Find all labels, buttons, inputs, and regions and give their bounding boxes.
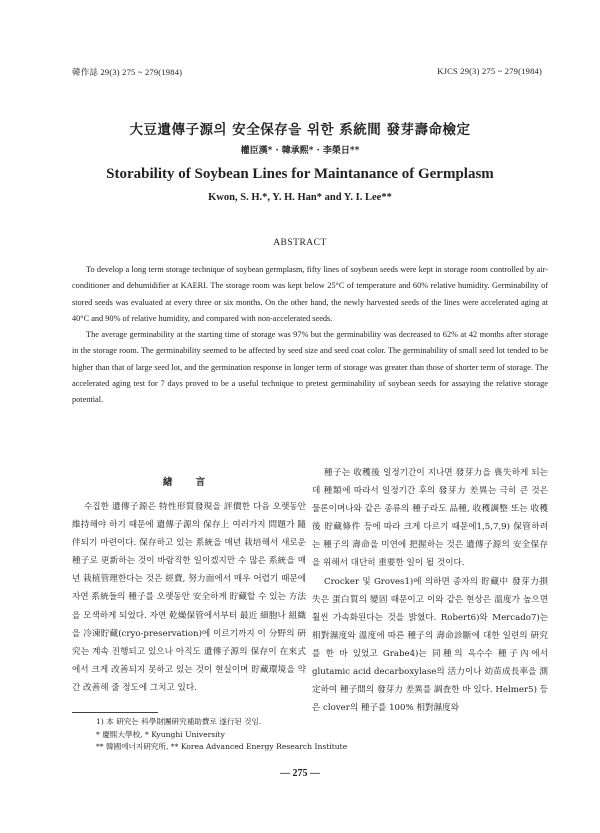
left-column xyxy=(72,498,306,697)
title-english: Storability of Soybean Lines for Maintanance of Germplasm xyxy=(106,166,494,182)
authors-korean: 權臣漢* · 韓承熙* · 李榮日** xyxy=(240,146,360,156)
intro-right-paragraph-1: 種子는 收穫後 일정기간이 지나면 發芽力을 喪失하게 되는데 種類에 따라서 일정기간 후의 發芽力 差異는 극히 큰 것은 물론이며나와 같은 종류의 種子라도 品種, 收穫調整 또는 收穫後 貯藏條件 등에 따라 크게 다르기 때문에1,5,7,9) 保管하려는 種子의 壽命을 미연에 把握하는 것은 遺傳子源의 安全保存을 위해서 대단히 重要한 일이 될 것이다. xyxy=(312,468,548,569)
page-number: — 275 — xyxy=(280,768,320,779)
authors-english: Kwon, S. H.*, Y. H. Han* and Y. I. Lee** xyxy=(208,192,392,203)
right-column xyxy=(312,464,548,717)
abstract-paragraph-1: To develop a long term storage technique of soybean germplasm, fifty lines of soybean seeds were kept in storage room controlled by air-conditioner and dehumidifier at KAERI. The storage room was kept below 25°C of temperature and 60% relative humidity. Germinability of stored seeds was evaluated at every three or six months. On the other hand, the newly harvested seeds of the lines were accelerated aging at 40°C and 90% of relative humidity, and compared with non-accelerated seeds. xyxy=(72,265,548,323)
footnote-rule xyxy=(72,712,158,713)
running-header-left: 韓作誌 29(3) 275 ~ 279(1984) xyxy=(72,67,183,77)
intro-left-paragraph-1: 수집한 遺傳子源은 特性形質發現을 評價한 다음 오랫동안 維持해야 하기 때문에 遺傳子源의 保存上 여러가지 問題가 隨伴되기 마련이다. 保存하고 있는 系統을 매년 栽培해서 새로운 種子로 更新하는 것이 바람직한 일이겠지만 수 많은 系統을 매년 栽植管理한다는 것은 經費, 努力面에서 매우 어렵기 때문에 자연 系統들의 種子를 오랫동안 安全하게 貯藏할 수 있는 方法을 모색하게 되었다. 자연 乾燥保管에서부터 最近 細胞나 組織을 冷凍貯藏(cryo-preservation)에 이르기까지 이 分野의 硏究는 계속 진행되고 있으나 아직도 遺傳子源의 保存이 在來式에서 크게 改善되지 못하고 있는 것이 현실이며 貯藏環境을 약간 改善해 줄 정도에 그치고 있다. xyxy=(72,502,306,693)
footnotes xyxy=(96,716,516,754)
introduction-heading: 緖 言 xyxy=(162,477,216,488)
abstract-body xyxy=(72,262,548,409)
abstract-paragraph-2: The average germinability at the starting time of storage was 97% but the germinability was decreased to 62% at 42 months after storage in the storage room. The germinability seemed to be affected by seed size and seed coat color. The germinability of small seed lot tended to be higher than that of large seed lot, and the germination response in longer term of storage was greater than those of shorter term of storage. The accelerated aging test for 7 days proved to be a useful technique to pretest germinability of soybean seeds for assaying the relative storage potential. xyxy=(72,330,548,405)
footnote-affiliation-1: * 慶熙大學校, * Kyunghi University xyxy=(96,729,225,739)
footnote-affiliation-2: ** 韓國에너지硏究所, ** Korea Advanced Energy Research Institute xyxy=(96,742,348,751)
title-korean: 大豆遺傳子源의 安全保存을 위한 系統間 發芽壽命檢定 xyxy=(129,122,471,138)
footnote-funding: 1) 本 硏究는 科學財團硏究補助費로 遂行된 것임. xyxy=(96,717,262,726)
intro-right-paragraph-2: Crocker 및 Groves1)에 의하면 종자의 貯藏中 發芽力損失은 蛋白質의 變固 때문이고 이와 같은 현상은 溫度가 높으면 훨씬 가속화된다는 것을 밝혔다. Robert6)와 Mercado7)는 相對濕度와 溫度에 따른 種子의 壽命診斷에 대한 일련의 硏究를 한 바 있었고 Grabe4)는 同種의 옥수수 種子內에서 glutamic acid decarboxylase의 活力이나 幼苗成長率을 測定하여 種子間의 發芽力 差異를 調査한 바 있다. Helmer5) 등은 clover의 種子를 100% 相對濕度와 xyxy=(312,576,548,714)
abstract-heading: ABSTRACT xyxy=(273,238,327,248)
running-header-right: KJCS 29(3) 275 ~ 279(1984) xyxy=(437,66,542,76)
